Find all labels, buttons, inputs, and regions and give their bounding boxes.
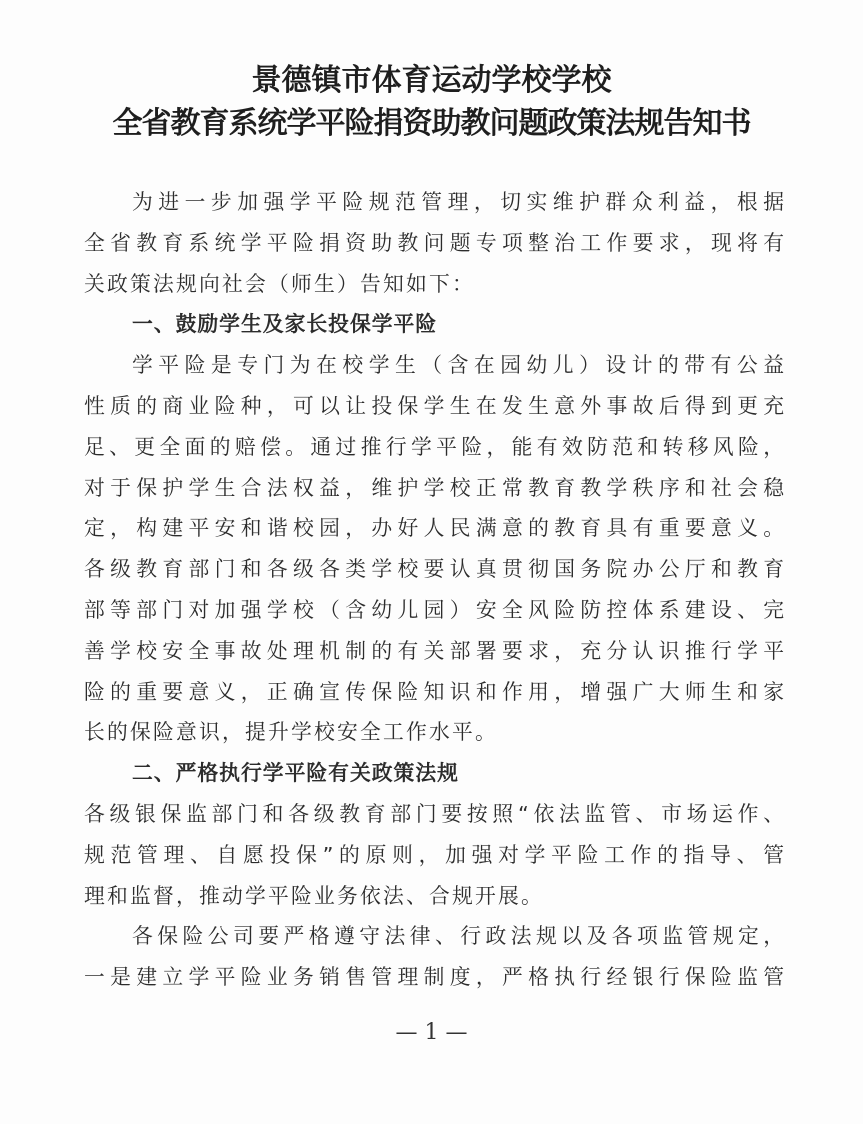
- section-heading-2: 二、严格执行学平险有关政策法规: [132, 761, 459, 786]
- document-title-school: 景德镇市体育运动学校学校: [251, 63, 612, 98]
- paragraph-line: 一是建立学平险业务销售管理制度，严格执行经银行保险监管: [84, 965, 784, 990]
- paragraph-line: 长的保险意识，提升学校安全工作水平。: [84, 720, 498, 745]
- paragraph-line: 全省教育系统学平险捐资助教问题专项整治工作要求，现将有: [84, 230, 784, 255]
- paragraph-line: 定，构建平安和谐校园，办好人民满意的教育具有重要意义。: [84, 516, 784, 541]
- paragraph-line: 学平险是专门为在校学生（含在园幼儿）设计的带有公益: [132, 353, 784, 378]
- paragraph-line: 关政策法规向社会（师生）告知如下：: [84, 271, 475, 296]
- paragraph-line: 规范管理、自愿投保”的原则，加强对学平险工作的指导、管: [84, 842, 784, 867]
- paragraph-line: 各级教育部门和各级各类学校要认真贯彻国务院办公厅和教育: [84, 557, 784, 582]
- paragraph-line: 各级银保监部门和各级教育部门要按照“依法监管、市场运作、: [84, 801, 784, 826]
- paragraph-line: 部等部门对加强学校（含幼儿园）安全风险防控体系建设、完: [84, 597, 784, 622]
- paragraph-line: 理和监督，推动学平险业务依法、合规开展。: [84, 883, 544, 908]
- paragraph-line: 对于保护学生合法权益，维护学校正常教育教学秩序和社会稳: [84, 475, 784, 500]
- paragraph-line: 性质的商业险种，可以让投保学生在发生意外事故后得到更充: [84, 393, 784, 418]
- document-body: [84, 182, 784, 998]
- paragraph-line: 各保险公司要严格遵守法律、行政法规以及各项监管规定，: [132, 924, 784, 949]
- paragraph-line: 险的重要意义，正确宣传保险知识和作用，增强广大师生和家: [84, 679, 784, 704]
- paragraph-line: 善学校安全事故处理机制的有关部署要求，充分认识推行学平: [84, 638, 784, 663]
- document-title-notice: 全省教育系统学平险捐资助教问题政策法规告知书: [112, 106, 751, 141]
- section-heading-1: 一、鼓励学生及家长投保学平险: [132, 312, 438, 337]
- paragraph-line: 足、更全面的赔偿。通过推行学平险，能有效防范和转移风险，: [84, 434, 784, 459]
- paragraph-line: 为进一步加强学平险规范管理，切实维护群众利益，根据: [132, 190, 784, 214]
- page-number: — 1 —: [395, 1020, 468, 1045]
